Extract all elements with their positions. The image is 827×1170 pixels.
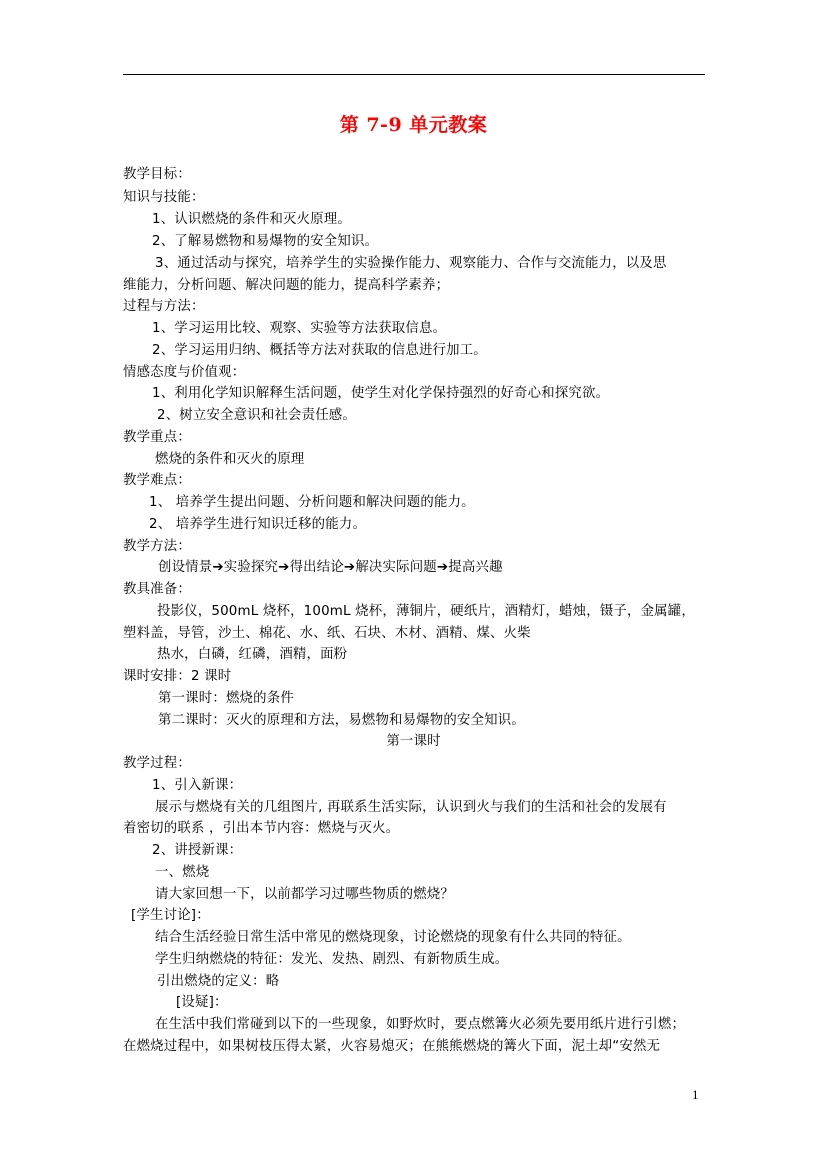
text-line: 着密切的联系 ，引出本节内容：燃烧与灭火。 xyxy=(123,821,400,836)
text-line: 课时安排：2 课时 xyxy=(123,669,232,684)
document-title: 第 7-9 单元教案 xyxy=(339,114,488,136)
text-line: 1、 培养学生提出问题、分析问题和解决问题的能力。 xyxy=(149,495,475,510)
text-line: 在燃烧过程中，如果树枝压得太紧，火容易熄灭；在熊熊燃烧的篝火下面，泥土却“安然无 xyxy=(123,1039,661,1054)
text-line: 一、燃烧 xyxy=(155,865,210,880)
text-line: 2、 培养学生进行知识迁移的能力。 xyxy=(149,517,367,532)
text-line: 引出燃烧的定义：略 xyxy=(157,974,280,989)
text-line: 教学过程： xyxy=(123,756,191,771)
header-rule xyxy=(123,74,705,75)
page-number: 1 xyxy=(692,1087,699,1102)
section-heading: 第一课时 xyxy=(386,734,441,749)
text-line: 过程与方法： xyxy=(123,299,205,314)
text-line: 1、认识燃烧的条件和灭火原理。 xyxy=(152,212,351,227)
text-line: 请大家回想一下，以前都学习过哪些物质的燃烧？ xyxy=(155,887,454,902)
text-line: 投影仪，500mL 烧杯，100mL 烧杯，薄铜片，硬纸片，酒精灯，蜡烛，镊子，金属罐， xyxy=(157,604,695,619)
text-line: 热水，白磷，红磷，酒精，面粉 xyxy=(157,647,348,662)
text-line: 燃烧的条件和灭火的原理 xyxy=(155,452,305,467)
text-line: 情感态度与价值观： xyxy=(123,365,246,380)
text-line: 结合生活经验日常生活中常见的燃烧现象，讨论燃烧的现象有什么共同的特征。 xyxy=(155,930,631,945)
text-line: [学生讨论]： xyxy=(131,908,210,923)
text-line: 1、利用化学知识解释生活问题，使学生对化学保持强烈的好奇心和探究欲。 xyxy=(152,386,610,401)
text-line: 教学方法： xyxy=(123,539,191,554)
text-line: 学生归纳燃烧的特征：发光、发热、剧烈、有新物质生成。 xyxy=(155,952,509,967)
text-line: 1、引入新课： xyxy=(152,778,243,793)
text-line: 教学难点： xyxy=(123,473,191,488)
text-line: 1、学习运用比较、观察、实验等方法获取信息。 xyxy=(152,321,447,336)
text-line: 创设情景➔实验探究➔得出结论➔解决实际问题➔提高兴趣 xyxy=(158,560,503,575)
text-line: 第二课时：灭火的原理和方法，易燃物和易爆物的安全知识。 xyxy=(158,713,525,728)
text-line: 维能力，分析问题、解决问题的能力，提高科学素养； xyxy=(123,278,450,293)
text-line: [设疑]： xyxy=(176,995,228,1010)
text-line: 2、讲授新课： xyxy=(152,843,243,858)
text-line: 教具准备： xyxy=(123,582,191,597)
text-line: 2、树立安全意识和社会责任感。 xyxy=(157,408,356,423)
text-line: 教学目标： xyxy=(123,167,191,182)
text-line: 2、学习运用归纳、概括等方法对获取的信息进行加工。 xyxy=(152,343,487,358)
text-line: 在生活中我们常碰到以下的一些现象，如野炊时，要点燃篝火必须先要用纸片进行引燃； xyxy=(155,1017,686,1032)
text-line: 塑料盖，导管，沙土、棉花、水、纸、石块、木材、酒精、煤、火柴 xyxy=(123,626,531,641)
text-line: 教学重点： xyxy=(123,430,191,445)
text-line: 2、了解易燃物和易爆物的安全知识。 xyxy=(152,234,379,249)
text-line: 展示与燃烧有关的几组图片, 再联系生活实际，认识到火与我们的生活和社会的发展有 xyxy=(155,800,667,815)
text-line: 第一课时：燃烧的条件 xyxy=(158,691,294,706)
text-line: 知识与技能： xyxy=(123,190,205,205)
text-line: 3、通过活动与探究，培养学生的实验操作能力、观察能力、合作与交流能力，以及思 xyxy=(155,256,667,271)
